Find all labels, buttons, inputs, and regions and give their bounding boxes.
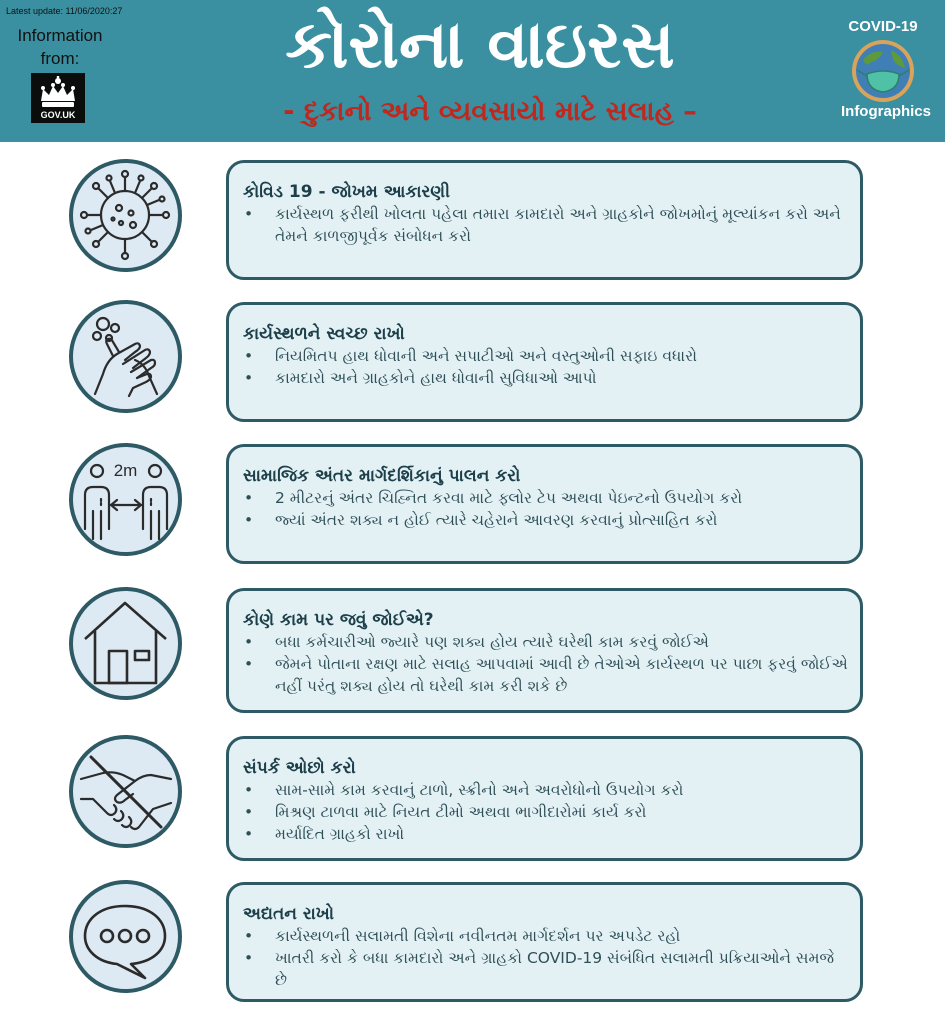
govuk-label: GOV.UK — [40, 110, 76, 120]
list-item: • કાર્યસ્થળ ફરીથી ખોલતા પહેલા તમારા કામદારો અને ગ્રાહકોને જોખમોનું મૂલ્યાંકન કરો અને તેમને કાળજીપૂર્વક સંબોધન કરો — [243, 203, 850, 247]
virus-icon — [69, 159, 182, 272]
bullet-list — [243, 779, 850, 845]
house-icon — [69, 587, 182, 700]
section-heading: કોણે કામ પર જવું જોઈએ? — [243, 610, 434, 630]
list-item: • જ્યાં અંતર શક્ય ન હોઈ ત્યારે ચહેરાને આવરણ કરવાનું પ્રોત્સાહિત કરો — [243, 509, 850, 531]
section-card — [226, 160, 863, 280]
list-item: • જેમને પોતાના રક્ષણ માટે સલાહ આપવામાં આવી છે તેઓએ કાર્યસ્થળ પર પાછા ફરવું જોઈએ નહીં પરંતુ શક્ય હોય તો ઘરેથી કામ કરી શકે છે — [243, 653, 850, 697]
list-item: • નિયમિતપ હાથ ધોવાની અને સપાટીઓ અને વસ્તુઓની સફાઇ વધારો — [243, 345, 850, 367]
govuk-logo — [31, 73, 85, 123]
list-item: • મર્યાદિત ગ્રાહકો રાખો — [243, 823, 850, 845]
section-heading: કોવિડ 19 - જોખમ આકારણી — [243, 182, 450, 202]
globe-mask-icon — [849, 38, 917, 104]
no-handshake-icon — [69, 735, 182, 848]
section-card — [226, 882, 863, 1002]
infographics-label: Infographics — [840, 103, 931, 120]
bullet-list — [243, 345, 850, 389]
page-subtitle: - દુકાનો અને વ્યવસાયો માટે સલાહ – — [283, 96, 697, 127]
bullet-list — [243, 925, 850, 991]
speech-bubble-icon — [69, 880, 182, 993]
list-item: • કામદારો અને ગ્રાહકોને હાથ ધોવાની સુવિધાઓ આપો — [243, 367, 850, 389]
section-card — [226, 736, 863, 861]
list-item: • ખાતરી કરો કે બધા કામદારો અને ગ્રાહકો COVID-19 સંબંધિત સલામતી પ્રક્રિયાઓને સમજે છે — [243, 947, 850, 991]
section-heading: કાર્યસ્થળને સ્વચ્છ રાખો — [243, 324, 405, 344]
info-line-1: Information — [17, 26, 103, 45]
hand-washing-icon — [69, 300, 182, 413]
list-item: • મિશ્રણ ટાળવા માટે નિયત ટીમો અથવા ભાગીદારોમાં કાર્ય કરો — [243, 801, 850, 823]
info-from — [8, 24, 112, 70]
list-item: • સામ-સામે કામ કરવાનું ટાળો, સ્ક્રીનો અને અવરોધોનો ઉપયોગ કરો — [243, 779, 850, 801]
info-line-2: from: — [40, 49, 80, 68]
list-item: • બધા કર્મચારીઓ જ્યારે પણ શક્ય હોય ત્યારે ઘરેથી કામ કરવું જોઈએ — [243, 631, 850, 653]
header-banner — [0, 0, 945, 142]
distance-label: 2m — [113, 461, 138, 480]
bullet-list — [243, 487, 850, 531]
latest-update: Latest update: 11/06/2020:27 — [6, 6, 123, 16]
section-heading: અદ્યતન રાખો — [243, 904, 335, 924]
section-heading: સંપર્ક ઓછો કરો — [243, 758, 356, 778]
section-card — [226, 588, 863, 713]
list-item: • કાર્યસ્થળની સલામતી વિશેના નવીનતમ માર્ગદર્શન પર અપડેટ રહો — [243, 925, 850, 947]
covid-label: COVID-19 — [848, 18, 918, 35]
social-distance-icon — [69, 443, 182, 556]
section-card — [226, 444, 863, 564]
page-title: કોરોના વાઇરસ — [285, 6, 675, 83]
bullet-list — [243, 631, 850, 697]
section-card — [226, 302, 863, 422]
section-heading: સામાજિક અંતર માર્ગદર્શિકાનું પાલન કરો — [243, 466, 521, 486]
list-item: • 2 મીટરનું અંતર ચિહ્નિત કરવા માટે ફ્લોર ટેપ અથવા પેઇન્ટનો ઉપયોગ કરો — [243, 487, 850, 509]
bullet-list — [243, 203, 850, 247]
